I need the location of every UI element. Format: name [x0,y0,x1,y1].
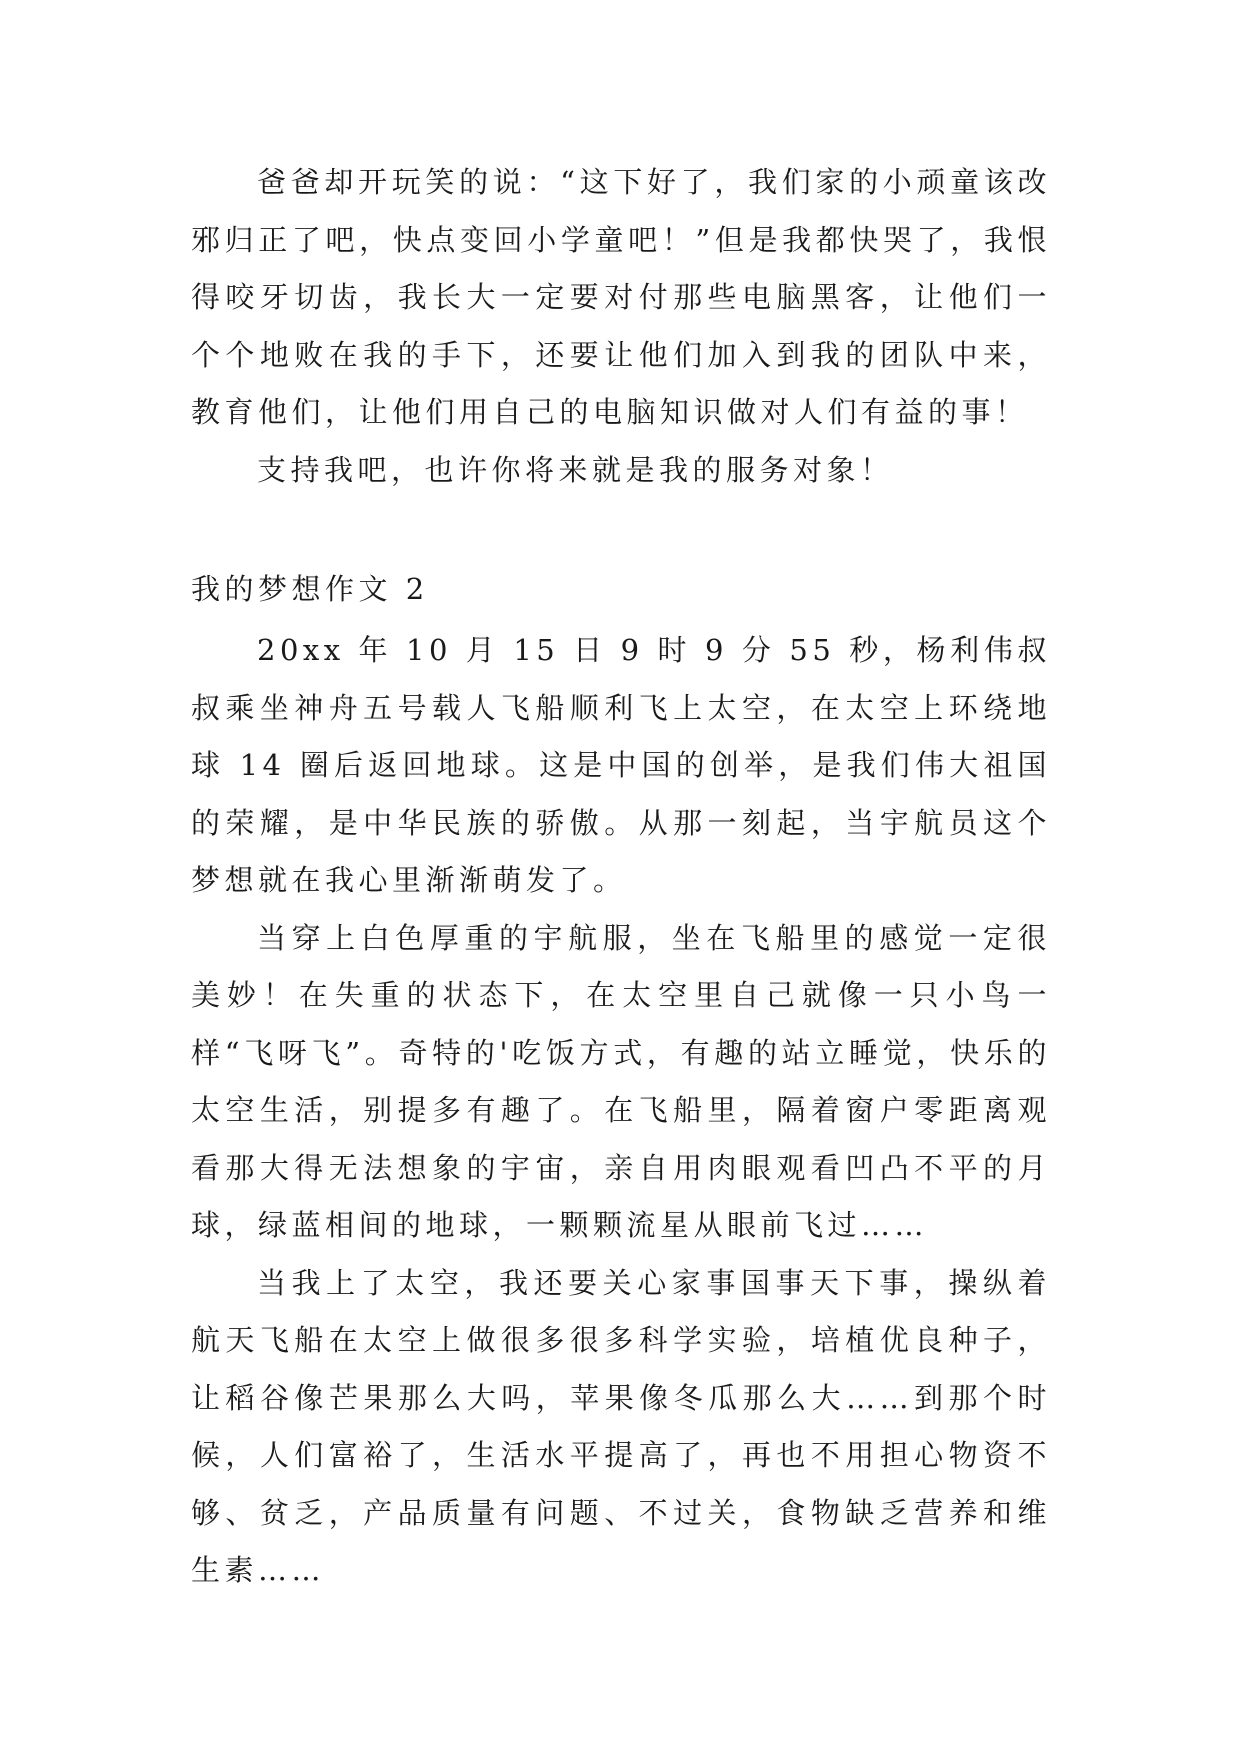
paragraph: 爸爸却开玩笑的说：“这下好了，我们家的小顽童该改邪归正了吧，快点变回小学童吧！”但是我都快哭了，我恨得咬牙切齿，我长大一定要对付那些电脑黑客，让他们一个个地败在我的手下，还要让他们加入到我的团队中来，教育他们，让他们用自己的电脑知识做对人们有益的事！ [191,165,1051,429]
paragraph: 20xx 年 10 月 15 日 9 时 9 分 55 秒，杨利伟叔叔乘坐神舟五号载人飞船顺利飞上太空，在太空上环绕地球 14 圈后返回地球。这是中国的创举，是我们伟大祖国的荣耀，是中华民族的骄傲。从那一刻起，当宇航员这个梦想就在我心里渐渐萌发了。 [191,633,1051,897]
section-2-body [191,622,1051,1600]
section-title: 我的梦想作文 2 [191,572,429,606]
section-1-body [191,154,1051,499]
paragraph: 当我上了太空，我还要关心家事国事天下事，操纵着航天飞船在太空上做很多很多科学实验，培植优良种子，让稻谷像芒果那么大吗，苹果像冬瓜那么大……到那个时候，人们富裕了，生活水平提高了，再也不用担心物资不够、贫乏，产品质量有问题、不过关，食物缺乏营养和维生素…… [191,1265,1051,1587]
paragraph: 当穿上白色厚重的宇航服，坐在飞船里的感觉一定很美妙！在失重的状态下，在太空里自己就像一只小鸟一样“飞呀飞”。奇特的'吃饭方式，有趣的站立睡觉，快乐的太空生活，别提多有趣了。在飞船里，隔着窗户零距离观看那大得无法想象的宇宙，亲自用肉眼观看凹凸不平的月球，绿蓝相间的地球，一颗颗流星从眼前飞过…… [191,920,1051,1242]
paragraph: 支持我吧，也许你将来就是我的服务对象！ [257,452,894,487]
